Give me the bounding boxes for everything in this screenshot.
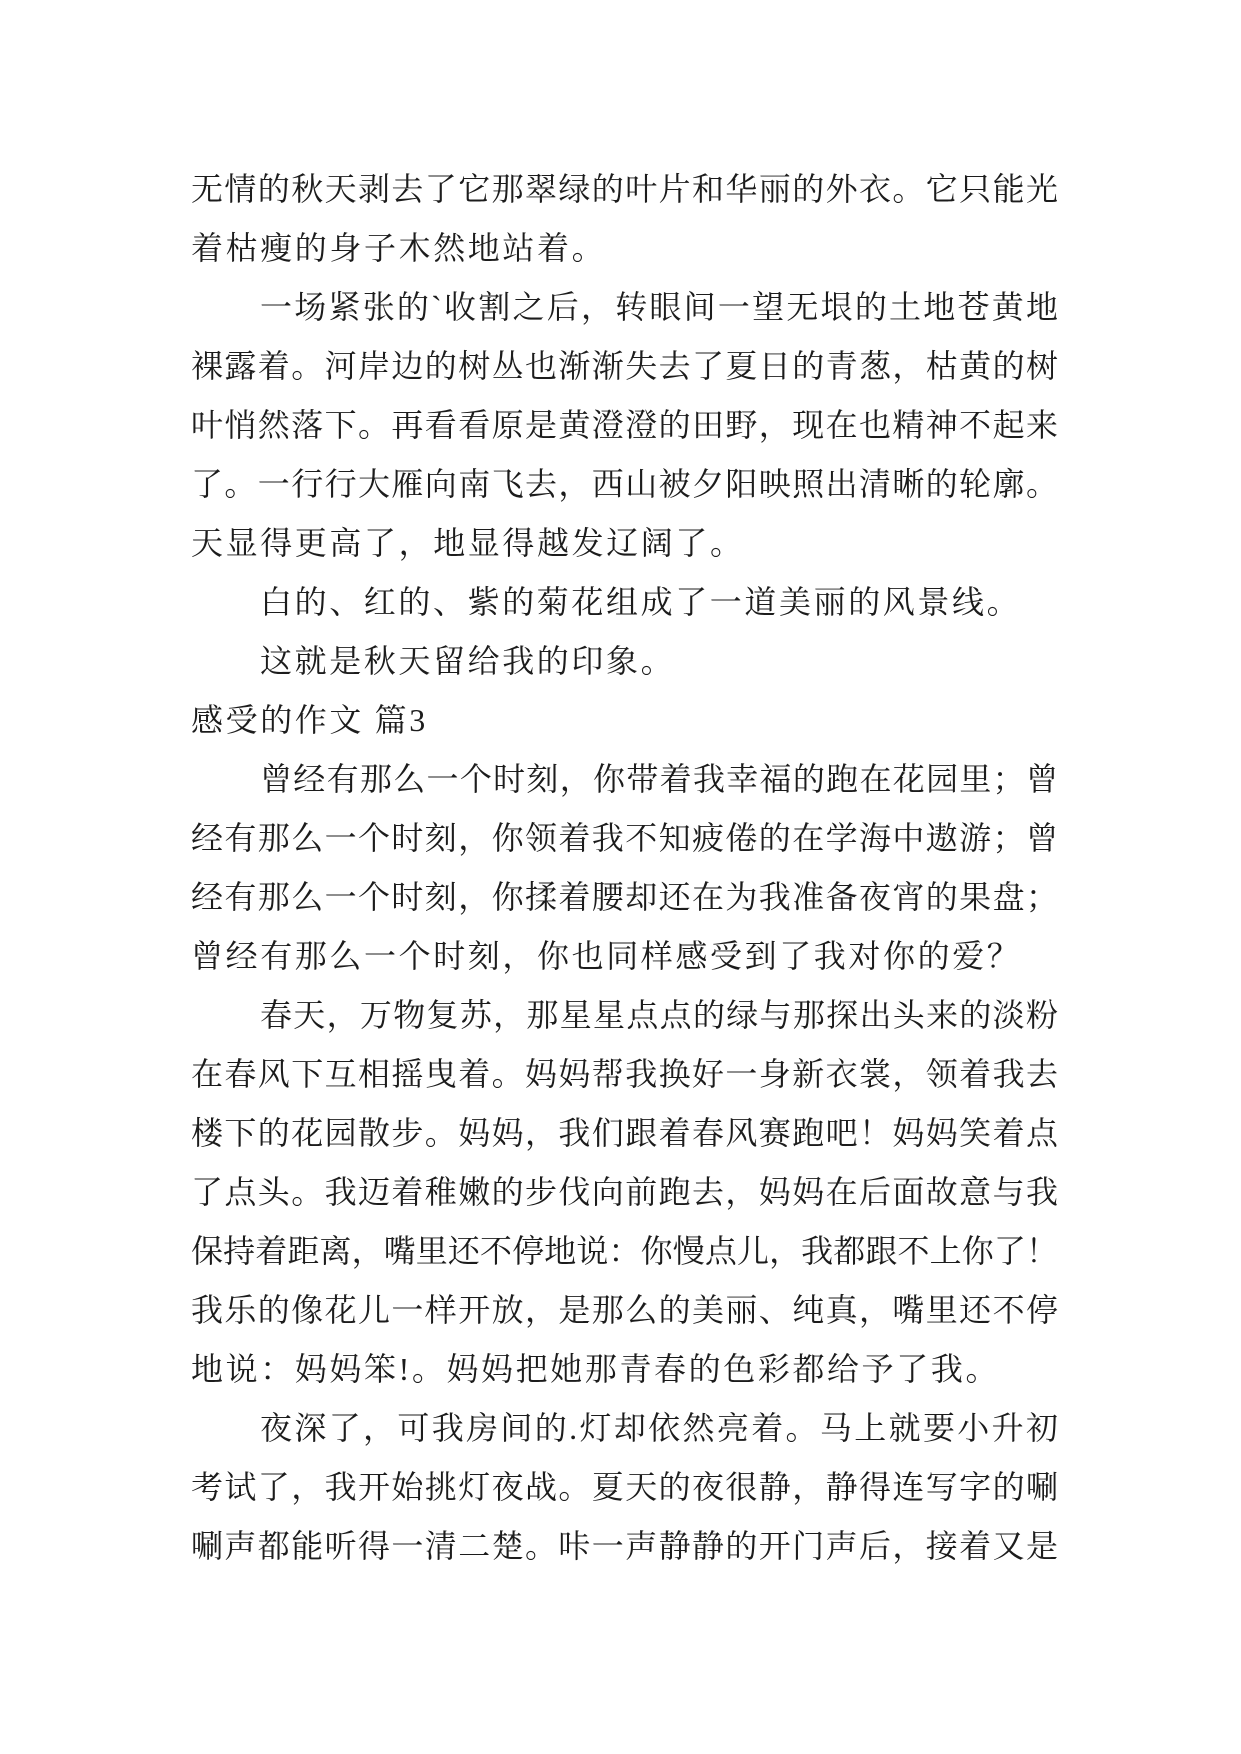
text-line: 在春风下互相摇曳着。妈妈帮我换好一身新衣裳，领着我去	[191, 1056, 1058, 1092]
paragraph	[191, 278, 1058, 573]
text-line: 我乐的像花儿一样开放，是那么的美丽、纯真，嘴里还不停	[191, 1292, 1058, 1328]
text-line: 春天，万物复苏，那星星点点的绿与那探出头来的淡粉	[260, 997, 1058, 1033]
text-line: 了。一行行大雁向南飞去，西山被夕阳映照出清晰的轮廓。	[191, 466, 1058, 502]
paragraph	[191, 632, 1058, 691]
text-line: 曾经有那么一个时刻，你带着我幸福的跑在花园里；曾	[260, 761, 1058, 797]
paragraph	[191, 160, 1058, 278]
paragraph	[191, 986, 1058, 1399]
text-line: 裸露着。河岸边的树丛也渐渐失去了夏日的青葱，枯黄的树	[191, 348, 1058, 384]
text-line: 唰声都能听得一清二楚。咔一声静静的开门声后，接着又是	[191, 1528, 1058, 1564]
text-line: 着枯瘦的身子木然地站着。	[191, 230, 607, 266]
section-heading	[191, 691, 1058, 750]
text-line: 曾经有那么一个时刻，你也同样感受到了我对你的爱？	[191, 938, 1022, 974]
paragraph	[191, 750, 1058, 986]
text-line: 叶悄然落下。再看看原是黄澄澄的田野，现在也精神不起来	[191, 407, 1058, 443]
document-body	[191, 160, 1058, 1576]
text-line: 考试了，我开始挑灯夜战。夏天的夜很静，静得连写字的唰	[191, 1469, 1058, 1505]
text-line: 楼下的花园散步。妈妈，我们跟着春风赛跑吧！妈妈笑着点	[191, 1115, 1058, 1151]
text-line: 经有那么一个时刻，你领着我不知疲倦的在学海中遨游；曾	[191, 820, 1058, 856]
text-line: 夜深了，可我房间的.灯却依然亮着。马上就要小升初	[260, 1410, 1058, 1446]
text-line: 天显得更高了，地显得越发辽阔了。	[191, 525, 745, 561]
text-line: 地说：妈妈笨!。妈妈把她那青春的色彩都给予了我。	[191, 1351, 1001, 1387]
paragraph	[191, 1399, 1058, 1576]
text-line: 白的、红的、紫的菊花组成了一道美丽的风景线。	[260, 584, 1022, 620]
text-line: 这就是秋天留给我的印象。	[260, 643, 676, 679]
text-line: 无情的秋天剥去了它那翠绿的叶片和华丽的外衣。它只能光	[191, 171, 1058, 207]
text-line: 经有那么一个时刻，你揉着腰却还在为我准备夜宵的果盘；	[191, 879, 1058, 915]
paragraph	[191, 573, 1058, 632]
text-line: 了点头。我迈着稚嫩的步伐向前跑去，妈妈在后面故意与我	[191, 1174, 1058, 1210]
text-line: 保持着距离，嘴里还不停地说：你慢点儿，我都跟不上你了！	[191, 1233, 1058, 1269]
heading-text: 感受的作文 篇3	[191, 702, 428, 738]
text-line: 一场紧张的`收割之后，转眼间一望无垠的土地苍黄地	[260, 289, 1058, 325]
